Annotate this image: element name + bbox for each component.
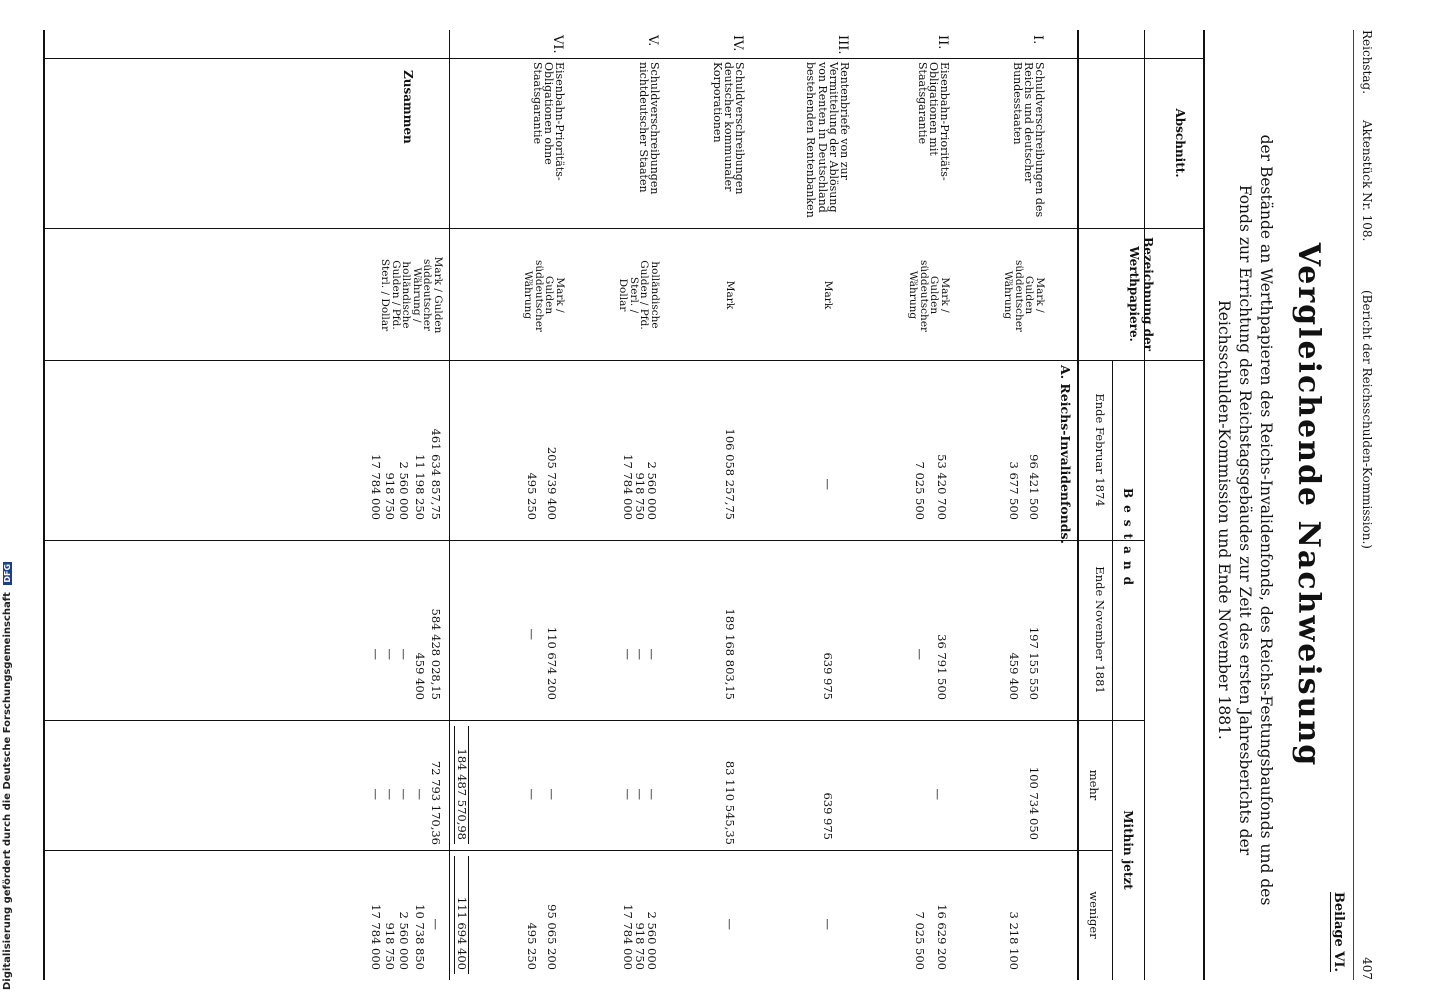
running-mid: Aktenstück Nr. 108. xyxy=(1360,120,1374,242)
row-3-roman: III. xyxy=(835,35,850,55)
row-2-weniger: 16 629 200 xyxy=(935,904,949,970)
row-5-feb-dollar: 17 784 000 xyxy=(621,454,635,520)
document-page xyxy=(15,30,1380,980)
dfg-logo: DFG xyxy=(3,563,12,583)
row-1-mehr: 100 734 050 xyxy=(1027,766,1041,840)
table-bottom-rule xyxy=(43,30,45,980)
total-mehr-holl: — xyxy=(397,788,411,800)
col-rule-4 xyxy=(45,540,1145,541)
row-5-weniger-pfd: 918 750 xyxy=(633,922,647,970)
row-2-units: Mark / Gulden süddeutscher Währung xyxy=(907,260,951,333)
table-top-rule xyxy=(1203,30,1205,980)
row-2-mehr: — xyxy=(931,788,945,800)
row-2-feb2: 7 025 500 xyxy=(913,461,927,520)
row-1-weniger2: 3 218 100 xyxy=(1007,911,1021,970)
row-4-nov: 189 168 803,15 xyxy=(723,608,737,700)
row-6-weniger2: 495 250 xyxy=(525,922,539,970)
running-right: (Bericht der Reichsschulden-Kommission.) xyxy=(1360,290,1374,549)
total-weniger-mark: — xyxy=(429,918,443,930)
header-bestand: Bestand xyxy=(1121,488,1135,592)
row-2-nov2: — xyxy=(913,648,927,660)
header-bezeichnung: Bezeichnung der Werthpapiere. xyxy=(1127,237,1155,351)
row-4-weniger: — xyxy=(723,918,737,930)
row-6-nov: 110 674 200 xyxy=(545,626,559,700)
row-6-feb: 205 739 400 xyxy=(545,446,559,520)
total-weniger-pfd: 918 750 xyxy=(383,922,397,970)
total-nov-pfd: — xyxy=(383,648,397,660)
row-5-weniger-dollar: 17 784 000 xyxy=(621,904,635,970)
weniger-balance-sum: 111 694 400 xyxy=(454,856,469,974)
row-5-nov-gulden: — xyxy=(645,648,659,660)
row-5-feb-pfd: 918 750 xyxy=(633,472,647,520)
total-nov-mark: 584 428 028,15 xyxy=(429,608,443,700)
running-left: Reichstag. xyxy=(1360,30,1374,95)
col-rule-5 xyxy=(45,720,1145,721)
total-weniger-holl: 2 560 000 xyxy=(397,911,411,970)
row-1-feb2: 3 677 500 xyxy=(1007,461,1021,520)
header-mithin: Mithin jetzt xyxy=(1121,810,1135,890)
running-header xyxy=(1353,30,1380,980)
total-mehr-mark: 72 793 170,36 xyxy=(429,760,443,845)
row-4-feb: 106 058 257,75 xyxy=(723,428,737,520)
row-3-mehr: 639 975 xyxy=(821,792,835,840)
header-rule-1 xyxy=(1144,30,1145,980)
comparison-table xyxy=(45,30,1205,980)
row-2-roman: II. xyxy=(935,35,950,50)
page-subtitle: der Bestände an Werthpapieren des Reichs-Invalidenfonds, des Reichs-Festungsbaufonds und des Fonds zur Errichtung des Reichstagsgebäudes zur Zeit des ersten Jahresberichts der Reichsschulden-Kommission und Ende November 1881. xyxy=(1215,134,1275,906)
row-6-roman: VI. xyxy=(550,35,565,54)
row-1-nov2: 459 400 xyxy=(1007,652,1021,700)
row-6-mehr: — xyxy=(545,788,559,800)
row-3-feb: — xyxy=(821,478,835,490)
row-5-desc: Schuldverschreibungen nichtdeutscher Staaten xyxy=(636,62,661,195)
total-weniger-gulden: 10 738 850 xyxy=(413,904,427,970)
page-title: Vergleichende Nachweisung xyxy=(1291,242,1326,768)
row-6-nov2: — xyxy=(525,628,539,640)
page-number: 407 xyxy=(1360,957,1374,980)
row-6-desc: Eisenbahn-Prioritäts-Obligationen ohne Staatsgarantie xyxy=(530,62,566,181)
row-6-feb2: 495 250 xyxy=(525,472,539,520)
row-5-feb-gulden: 2 560 000 xyxy=(645,461,659,520)
row-1-nov: 197 155 550 xyxy=(1027,626,1041,700)
row-5-weniger-gulden: 2 560 000 xyxy=(645,911,659,970)
row-2-feb: 53 420 700 xyxy=(935,454,949,520)
header-ende-feb: Ende Februar 1874 xyxy=(1093,393,1107,507)
row-5-mehr-pfd: — xyxy=(633,788,647,800)
total-nov-holl: — xyxy=(397,648,411,660)
header-rule-2 xyxy=(1112,360,1113,980)
credit-label: Digitalisierung gefördert durch die Deutsche Forschungsgemeinschaft xyxy=(2,592,13,990)
row-4-mehr: 83 110 545,35 xyxy=(723,760,737,845)
total-nov-dollar: — xyxy=(369,648,383,660)
dfg-credit-text xyxy=(2,563,13,990)
row-6-units: Mark / Gulden süddeutscher Währung xyxy=(522,260,566,333)
row-5-roman: V. xyxy=(645,35,660,47)
row-3-units: Mark xyxy=(822,280,834,310)
total-mehr-pfd: — xyxy=(383,788,397,800)
row-4-desc: Schuldverschreibungen deutscher kommunaler Korporationen xyxy=(710,62,746,195)
header-weniger: weniger xyxy=(1087,891,1101,939)
header-bottom-rule xyxy=(1077,30,1079,980)
row-1-feb: 96 421 500 xyxy=(1027,454,1041,520)
total-weniger-dollar: 17 784 000 xyxy=(369,904,383,970)
total-nov-gulden: 459 400 xyxy=(413,652,427,700)
header-ende-nov: Ende November 1881 xyxy=(1093,566,1107,694)
row-4-units: Mark xyxy=(724,280,736,310)
mehr-balance-sum: 184 487 570,98 xyxy=(454,726,469,844)
col-rule-3 xyxy=(45,360,1205,361)
row-1-units: Mark / Gulden süddeutscher Währung xyxy=(1002,260,1046,333)
col-rule-6 xyxy=(45,850,1113,851)
total-units: Mark / Gulden süddeutscher Währung / holländische Gulden / Pfd. Sterl. / Dollar xyxy=(379,256,444,334)
total-feb-mark: 461 634 857,75 xyxy=(429,428,443,520)
section-a-title: A. Reichs-Invalidenfonds. xyxy=(1058,365,1073,544)
row-5-nov-pfd: — xyxy=(633,648,647,660)
total-label: Zusammen xyxy=(401,70,415,144)
header-abschnitt: Abschnitt. xyxy=(1173,108,1187,178)
row-1-roman: I. xyxy=(1030,35,1045,45)
total-feb-pfd: 918 750 xyxy=(383,472,397,520)
row-3-nov: 639 975 xyxy=(821,652,835,700)
row-6-mehr2: — xyxy=(525,788,539,800)
total-feb-holl: 2 560 000 xyxy=(397,461,411,520)
col-rule-2 xyxy=(45,228,1205,229)
total-feb-dollar: 17 784 000 xyxy=(369,454,383,520)
row-5-mehr-dollar: — xyxy=(621,788,635,800)
row-5-nov-dollar: — xyxy=(621,648,635,660)
row-4-roman: IV. xyxy=(730,35,745,52)
row-3-weniger: — xyxy=(821,918,835,930)
header-mehr: mehr xyxy=(1087,769,1101,801)
row-6-weniger: 95 065 200 xyxy=(545,904,559,970)
row-1-desc: Schuldverschreibungen des Reichs und deutscher Bundesstaaten xyxy=(1010,62,1046,218)
total-mehr-gulden: — xyxy=(413,788,427,800)
beilage-label: Beilage VI. xyxy=(1331,891,1346,972)
row-5-units: holländische Gulden / Pfd. Sterl. / Dollar xyxy=(617,260,661,330)
total-rule xyxy=(449,30,450,980)
row-2-weniger2: 7 025 500 xyxy=(913,911,927,970)
total-feb-gulden: 11 198 250 xyxy=(413,454,427,520)
row-3-desc: Rentenbriefe von zur Vermittelung der Ablösung von Renten in Deutschland bestehenden Rentenbanken xyxy=(804,62,851,218)
total-mehr-dollar: — xyxy=(369,788,383,800)
row-5-mehr-gulden: — xyxy=(645,788,659,800)
row-2-nov: 36 791 500 xyxy=(935,634,949,700)
row-2-desc: Eisenbahn-Prioritäts-Obligationen mit Staatsgarantie xyxy=(915,62,951,181)
